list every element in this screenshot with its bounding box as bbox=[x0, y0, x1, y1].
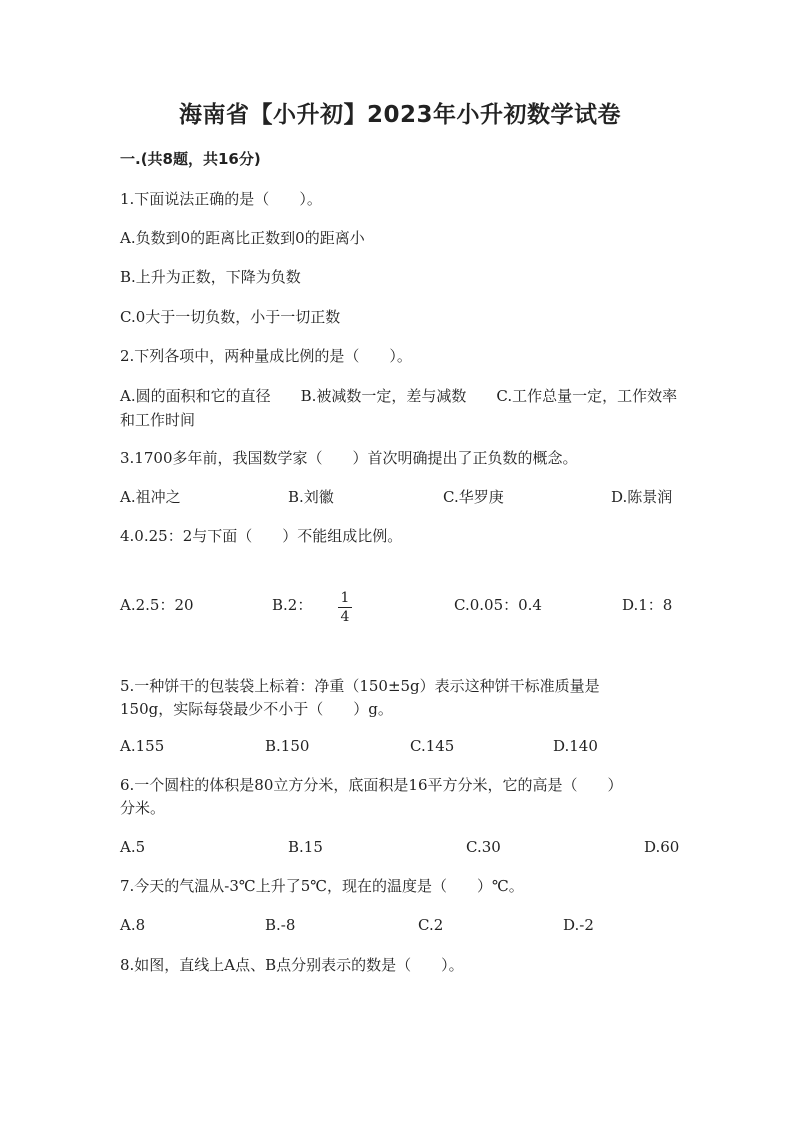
q6-option-a: A.5 bbox=[120, 838, 146, 856]
q4-option-a: A.2.5：20 bbox=[120, 596, 194, 614]
q3-option-a: A.祖冲之 bbox=[120, 488, 181, 506]
q6-option-b: B.15 bbox=[288, 838, 323, 856]
q6-option-d: D.60 bbox=[644, 838, 680, 856]
section-heading: 一.(共8题，共16分) bbox=[120, 150, 261, 168]
exam-title: 海南省【小升初】2023年小升初数学试卷 bbox=[178, 102, 621, 128]
question-4-stem: 4.0.25：2与下面（ ）不能组成比例。 bbox=[120, 527, 403, 545]
q3-option-c: C.华罗庚 bbox=[443, 488, 504, 506]
q4-option-c: C.0.05：0.4 bbox=[454, 596, 542, 614]
q1-option-b: B.上升为正数，下降为负数 bbox=[120, 268, 301, 286]
q1-option-c: C.0大于一切负数，小于一切正数 bbox=[120, 308, 341, 326]
fraction-denominator: 4 bbox=[340, 609, 350, 625]
q5-option-b: B.150 bbox=[265, 737, 310, 755]
q5-option-a: A.155 bbox=[120, 737, 165, 755]
q6-option-c: C.30 bbox=[466, 838, 501, 856]
q2-options: A.圆的面积和它的直径 B.被减数一定，差与减数 C.工作总量一定，工作效率和工作时间 bbox=[120, 387, 678, 429]
fraction-bar bbox=[338, 607, 352, 608]
question-5-stem-line2: 150g，实际每袋最少不小于（ ）g。 bbox=[120, 700, 393, 718]
q7-option-a: A.8 bbox=[120, 916, 146, 934]
q4-option-d: D.1：8 bbox=[622, 596, 673, 614]
q1-option-a: A.负数到0的距离比正数到0的距离小 bbox=[120, 229, 365, 247]
q4-option-b-fraction bbox=[338, 590, 352, 625]
question-7-stem: 7.今天的气温从-3℃上升了5℃，现在的温度是（ ）℃。 bbox=[120, 877, 524, 895]
question-5-stem-line1: 5.一种饼干的包装袋上标着：净重（150±5g）表示这种饼干标准质量是 bbox=[120, 677, 600, 695]
question-3-stem: 3.1700多年前，我国数学家（ ）首次明确提出了正负数的概念。 bbox=[120, 449, 578, 467]
q7-option-c: C.2 bbox=[418, 916, 444, 934]
q4-option-b: B.2： bbox=[272, 596, 313, 614]
q7-option-b: B.-8 bbox=[265, 916, 296, 934]
q3-option-d: D.陈景润 bbox=[611, 488, 673, 506]
question-2-stem: 2.下列各项中，两种量成比例的是（ ）。 bbox=[120, 347, 412, 365]
q5-option-c: C.145 bbox=[410, 737, 455, 755]
fraction-numerator: 1 bbox=[340, 590, 350, 606]
q5-option-d: D.140 bbox=[553, 737, 598, 755]
question-8-stem: 8.如图，直线上A点、B点分别表示的数是（ ）。 bbox=[120, 956, 464, 974]
question-6-stem-line1: 6.一个圆柱的体积是80立方分米，底面积是16平方分米，它的高是（ ） bbox=[120, 776, 623, 794]
question-1-stem: 1.下面说法正确的是（ ）。 bbox=[120, 190, 322, 208]
q3-option-b: B.刘徽 bbox=[288, 488, 334, 506]
q7-option-d: D.-2 bbox=[563, 916, 594, 934]
question-6-stem-line2: 分米。 bbox=[120, 799, 166, 817]
